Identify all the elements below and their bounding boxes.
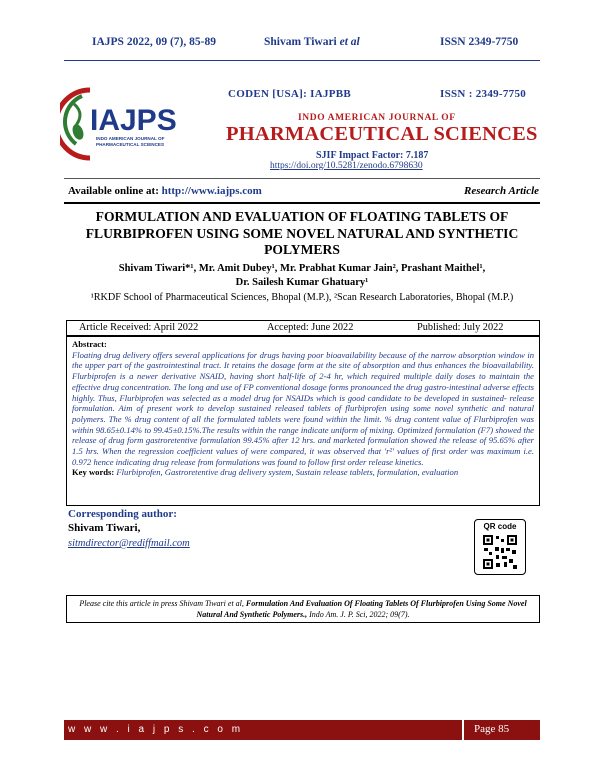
abstract-heading: Abstract: (72, 339, 107, 349)
impact-factor: SJIF Impact Factor: 7.187 (316, 150, 429, 161)
corresponding-email-link[interactable]: sitmdirector@rediffmail.com (68, 538, 190, 549)
logo-subtext-1: INDO AMERICAN JOURNAL OF (96, 136, 165, 141)
keywords-text: Flurbiprofen, Gastroretentive drug delivery system, Sustain release tablets, formulation, evaluation (116, 467, 459, 478)
doi-link[interactable]: https://doi.org/10.5281/zenodo.6798630 (270, 161, 423, 171)
qr-code-box (474, 519, 526, 575)
journal-logo (60, 84, 190, 162)
abstract-text: Floating drug delivery offers several applications for drugs having poor bioavailability because of the narrow absorption window in the upper part of the gastrointestinal tract. It retains the dosage form at the site of absorption and thus enhances the bioavailability. Flurbiprofen is a newer derivative NSAID, having short half-life of 2-4 hr, which required multiple daily doses to maintain the effective drug concentration. The long and use of FP conventional dosage forms pronounced the drug gastro-intestinal adverse effects highly. Thus, Flurbiprofen was selected as a model drug for NSAIDs which is good candidate to be developed in sustained- release formulation. Aim of present work to develop sustained released tablets of flurbiprofen using some novel synthetic and natural polymers. The % drug content of all the formulated tablets were found within the limit. % drug content value of Flurbiprofen was within 98.65±0.14% to 99.45±0.15%.The results within the range indicate uniform of mixing. Optimized formulation (F7) showed the release of drug form gastroretentive formulation 99.45% after 12 hrs. and marketed formulation showed the release of 95.65% after 1.5 hrs. When the regression coefficient values of were compared, it was observed that 'r²' values of first order was maximum i.e. 0.972 hence indicating drug release from formulations was found to follow first order release kinetics. (72, 349, 534, 467)
article-title: FORMULATION AND EVALUATION OF FLOATING TABLETS OF FLURBIPROFEN USING SOME NOVEL NATURAL AND SYNTHETIC POLYMERS (85, 209, 519, 257)
masthead-issn: ISSN : 2349-7750 (440, 88, 527, 100)
published-date: Published: July 2022 (417, 322, 504, 333)
journal-logo-icon (60, 84, 190, 162)
abstract-box (66, 336, 540, 506)
logo-text: IAJPS (90, 104, 177, 137)
authors-line-1: Shivam Tiwari*¹, Mr. Amit Dubey¹, Mr. Prabhat Kumar Jain², Prashant Maithel¹, (118, 263, 486, 274)
citation-prefix: Please cite this article in press Shivam Tiwari et al, (79, 599, 246, 608)
qr-label: QR code (483, 522, 517, 531)
header-issn: ISSN 2349-7750 (440, 36, 519, 48)
accepted-date: Accepted: June 2022 (267, 322, 354, 333)
corresponding-heading: Corresponding author: (68, 508, 177, 520)
page-footer (64, 720, 540, 740)
running-header (0, 36, 600, 52)
affiliations: ¹RKDF School of Pharmaceutical Sciences, Bhopal (M.P.), ²Scan Research Laboratories, Bhopal (M.P.) (90, 292, 514, 303)
title-divider (64, 202, 540, 204)
keywords-label: Key words: (72, 467, 117, 478)
header-author-name: Shivam Tiwari (264, 36, 340, 48)
logo-subtext-2: PHARMACEUTICAL SCIENCES (96, 142, 165, 147)
availability-label: Available online at: (68, 185, 162, 197)
received-date: Article Received: April 2022 (79, 322, 199, 333)
header-author (264, 36, 360, 48)
corresponding-name: Shivam Tiwari, (68, 522, 141, 534)
header-author-etal: et al (339, 36, 360, 48)
author-list (64, 262, 540, 290)
qr-code-icon (482, 534, 518, 570)
article-dates (66, 320, 540, 336)
masthead-divider (64, 178, 540, 179)
coden: CODEN [USA]: IAJPBB (228, 88, 352, 100)
page-number: Page 85 (464, 720, 540, 740)
journal-url-link[interactable]: http://www.iajps.com (161, 185, 262, 197)
footer-site: w w w . i a j p s . c o m (64, 720, 462, 740)
citation-title: Formulation And Evaluation Of Floating Tablets Of Flurbiprofen Using Some Novel Natural And Synthetic Polymers., (196, 599, 527, 619)
citation-box (66, 595, 540, 623)
authors-line-2: Dr. Sailesh Kumar Ghatuary¹ (235, 277, 369, 288)
availability (68, 185, 262, 197)
article-type: Research Article (464, 185, 540, 197)
keywords (72, 467, 534, 478)
journal-name-small: INDO AMERICAN JOURNAL OF (298, 113, 456, 123)
header-citation: IAJPS 2022, 09 (7), 85-89 (92, 36, 216, 48)
citation-suffix: Indo Am. J. P. Sci, 2022; 09(7). (307, 610, 410, 619)
journal-name: PHARMACEUTICAL SCIENCES (226, 123, 538, 145)
header-divider (64, 60, 540, 61)
